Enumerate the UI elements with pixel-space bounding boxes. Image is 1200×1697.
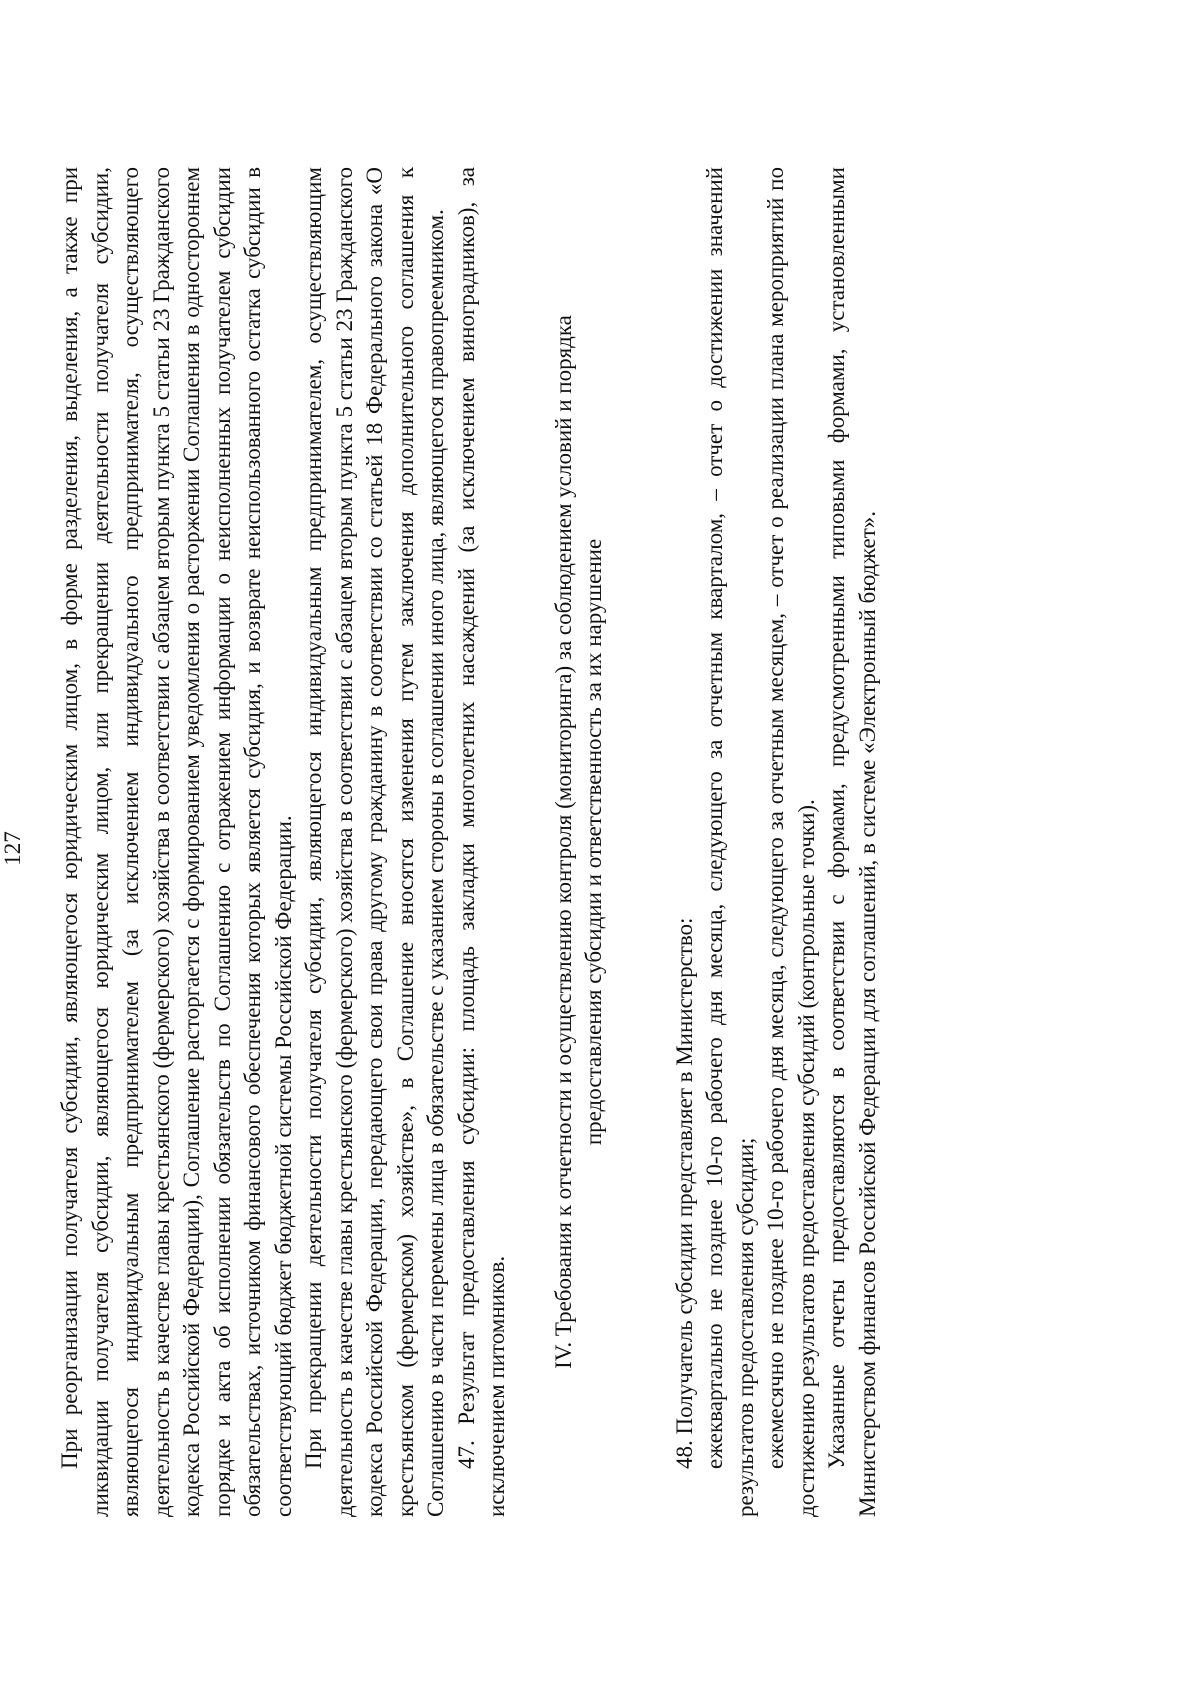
spacer xyxy=(513,167,549,1517)
section-heading-line1: IV. Требования к отчетности и осуществлению контроля (мониторинга) за соблюдением условий и порядка xyxy=(550,315,576,1369)
paragraph-47-result: 47. Результат предоставления субсидии: площадь закладки многолетних насаждений (за исключением виноградников), за исключением питомников. xyxy=(453,167,509,1517)
page-number: 127 xyxy=(0,831,25,866)
paragraph-48: 48. Получатель субсидии представляет в Министерство: xyxy=(671,917,697,1469)
paragraph-monthly-report: ежемесячно не позднее 10-го рабочего дня месяца, следующего за отчетным месяцем, – отчет о реализации плана мероприятий по достижению результатов предоставления субсидий (контрольные точки). xyxy=(763,167,819,1517)
paragraph-termination: При прекращении деятельности получателя субсидии, являющегося индивидуальным предпринимателем, осуществляющим деятельность в качестве главы крестьянского (фермерского) хозяйства в соответствии с абзацем вторым пункта 5 статьи 23 Гражданского кодекса Российской Федерации, передающего свои права другому гражданину в соответствии со статьей 18 Федерального закона «О крестьянском (фермерском) хозяйстве», в Соглашение вносятся изменения путем заключения дополнительного соглашения к Соглашению в части перемены лица в обязательстве с указанием стороны в соглашении иного лица, являющегося правопреемником. xyxy=(301,167,448,1517)
paragraph-quarterly-report: ежеквартально не позднее 10-го рабочего дня месяца, следующего за отчетным кварталом, – отчет о достижении значений результатов предоставления субсидии; xyxy=(702,167,758,1517)
spacer xyxy=(610,167,670,1517)
section-heading-line2: предоставления субсидии и ответственность за их нарушение xyxy=(581,538,606,1146)
paragraph-report-forms: Указанные отчеты предоставляются в соответствии с формами, предусмотренными типовыми формами, установленными Министерством финансов Российской Федерации для соглашений, в системе «Электронный бюджет». xyxy=(824,167,880,1517)
document-body xyxy=(55,167,883,1517)
paragraph-reorganization: При реорганизации получателя субсидии, являющегося юридическим лицом, в форме разделения, выделения, а также при ликвидации получателя субсидии, являющегося юридическим лицом, или прекращении деятельности получателя субсидии, являющегося индивидуальным предпринимателем (за исключением индивидуального предпринимателя, осуществляющего деятельность в качестве главы крестьянского (фермерского) хозяйства в соответствии с абзацем вторым пункта 5 статьи 23 Гражданского кодекса Российской Федерации), Соглашение расторгается с формированием уведомления о расторжении Соглашения в одностороннем порядке и акта об исполнении обязательств по Соглашению с отражением информации о неисполненных получателем субсидии обязательствах, источником финансового обеспечения которых является субсидия, и возврате неиспользованного остатка субсидии в соответствующий бюджет бюджетной системы Российской Федерации. xyxy=(57,167,296,1517)
